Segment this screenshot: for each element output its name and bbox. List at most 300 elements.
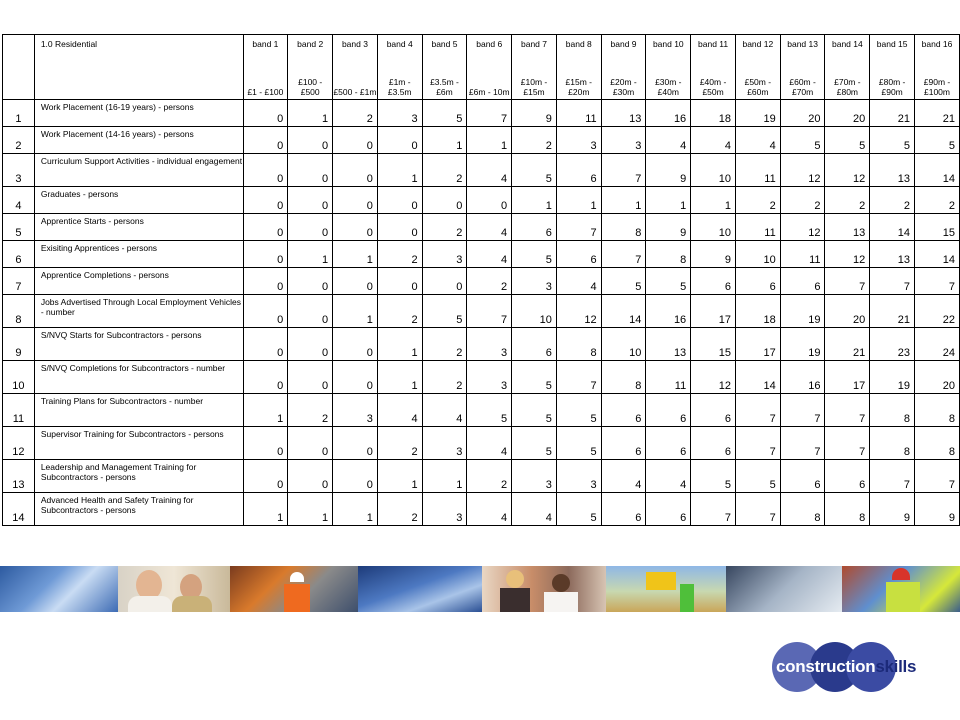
row-number: 3 bbox=[3, 154, 35, 187]
value-cell: 1 bbox=[422, 127, 467, 154]
value-cell: 5 bbox=[422, 100, 467, 127]
value-cell: 9 bbox=[646, 154, 691, 187]
band-header bbox=[691, 35, 736, 100]
value-cell: 2 bbox=[377, 493, 422, 526]
value-cell: 6 bbox=[780, 460, 825, 493]
value-cell: 1 bbox=[333, 295, 378, 328]
value-cell: 16 bbox=[646, 100, 691, 127]
row-number: 6 bbox=[3, 241, 35, 268]
band-header bbox=[512, 35, 557, 100]
value-cell: 5 bbox=[780, 127, 825, 154]
value-cell: 7 bbox=[870, 460, 915, 493]
value-cell: 1 bbox=[377, 460, 422, 493]
band-header bbox=[870, 35, 915, 100]
row-label: Curriculum Support Activities - individual engagement bbox=[34, 154, 243, 187]
value-cell: 6 bbox=[825, 460, 870, 493]
value-cell: 8 bbox=[780, 493, 825, 526]
value-cell: 13 bbox=[601, 100, 646, 127]
value-cell: 6 bbox=[691, 268, 736, 295]
table-header bbox=[3, 35, 960, 100]
table-row bbox=[3, 241, 960, 268]
value-cell: 18 bbox=[691, 100, 736, 127]
value-cell: 7 bbox=[915, 460, 960, 493]
value-cell: 1 bbox=[377, 154, 422, 187]
band-name: band 15 bbox=[876, 39, 908, 49]
value-cell: 1 bbox=[243, 394, 288, 427]
corner-cell bbox=[3, 35, 35, 100]
value-cell: 0 bbox=[243, 295, 288, 328]
value-cell: 8 bbox=[915, 394, 960, 427]
logo-wordmark bbox=[776, 657, 916, 677]
value-cell: 1 bbox=[333, 241, 378, 268]
value-cell: 5 bbox=[691, 460, 736, 493]
value-cell: 2 bbox=[467, 268, 512, 295]
glass-building-photo bbox=[0, 566, 118, 612]
value-cell: 1 bbox=[288, 493, 333, 526]
value-cell: 3 bbox=[601, 127, 646, 154]
value-cell: 12 bbox=[556, 295, 601, 328]
value-cell: 8 bbox=[870, 427, 915, 460]
value-cell: 7 bbox=[870, 268, 915, 295]
value-cell: 20 bbox=[915, 361, 960, 394]
value-cell: 15 bbox=[691, 328, 736, 361]
band-range: £20m - £30m bbox=[610, 77, 637, 97]
value-cell: 6 bbox=[780, 268, 825, 295]
band-range: £1m - £3.5m bbox=[387, 77, 412, 97]
band-range: £90m - £100m bbox=[923, 77, 951, 97]
value-cell: 0 bbox=[288, 127, 333, 154]
value-cell: 14 bbox=[735, 361, 780, 394]
value-cell: 5 bbox=[735, 460, 780, 493]
value-cell: 21 bbox=[915, 100, 960, 127]
band-range: £100 - £500 bbox=[298, 77, 323, 97]
value-cell: 24 bbox=[915, 328, 960, 361]
value-cell: 19 bbox=[735, 100, 780, 127]
value-cell: 6 bbox=[691, 427, 736, 460]
value-cell: 0 bbox=[333, 214, 378, 241]
value-cell: 5 bbox=[601, 268, 646, 295]
value-cell: 7 bbox=[691, 493, 736, 526]
value-cell: 4 bbox=[556, 268, 601, 295]
value-cell: 6 bbox=[512, 214, 557, 241]
value-cell: 0 bbox=[243, 328, 288, 361]
value-cell: 11 bbox=[556, 100, 601, 127]
band-range: £50m - £60m bbox=[744, 77, 772, 97]
row-label: Apprentice Completions - persons bbox=[34, 268, 243, 295]
band-name: band 5 bbox=[431, 39, 458, 49]
value-cell: 1 bbox=[691, 187, 736, 214]
value-cell: 3 bbox=[512, 268, 557, 295]
value-cell: 11 bbox=[735, 154, 780, 187]
value-cell: 0 bbox=[288, 427, 333, 460]
value-cell: 13 bbox=[646, 328, 691, 361]
logo-word-skills: skills bbox=[875, 657, 917, 676]
logo-word-construction: construction bbox=[776, 657, 876, 676]
row-label: Leadership and Management Training for Subcontractors - persons bbox=[34, 460, 243, 493]
band-name: band 10 bbox=[652, 39, 684, 49]
value-cell: 1 bbox=[243, 493, 288, 526]
value-cell: 8 bbox=[601, 361, 646, 394]
value-cell: 0 bbox=[333, 154, 378, 187]
table-row bbox=[3, 460, 960, 493]
value-cell: 2 bbox=[780, 187, 825, 214]
row-label: Work Placement (14-16 years) - persons bbox=[34, 127, 243, 154]
band-name: band 8 bbox=[565, 39, 592, 49]
value-cell: 14 bbox=[915, 154, 960, 187]
value-cell: 0 bbox=[377, 187, 422, 214]
row-number: 1 bbox=[3, 100, 35, 127]
value-cell: 1 bbox=[333, 493, 378, 526]
value-cell: 19 bbox=[780, 295, 825, 328]
value-cell: 0 bbox=[333, 460, 378, 493]
value-cell: 10 bbox=[691, 214, 736, 241]
value-cell: 14 bbox=[915, 241, 960, 268]
row-number: 4 bbox=[3, 187, 35, 214]
value-cell: 8 bbox=[825, 493, 870, 526]
atrium-photo bbox=[358, 566, 482, 612]
value-cell: 2 bbox=[915, 187, 960, 214]
band-name: band 1 bbox=[252, 39, 279, 49]
row-label: S/NVQ Completions for Subcontractors - number bbox=[34, 361, 243, 394]
constructionskills-logo bbox=[772, 642, 942, 692]
row-number: 12 bbox=[3, 427, 35, 460]
value-cell: 1 bbox=[556, 187, 601, 214]
value-cell: 18 bbox=[735, 295, 780, 328]
table-row bbox=[3, 127, 960, 154]
value-cell: 2 bbox=[377, 295, 422, 328]
staircase-photo bbox=[726, 566, 842, 612]
value-cell: 6 bbox=[646, 493, 691, 526]
value-cell: 0 bbox=[243, 241, 288, 268]
table-title: 1.0 Residential bbox=[34, 35, 243, 100]
row-label: Training Plans for Subcontractors - number bbox=[34, 394, 243, 427]
value-cell: 17 bbox=[735, 328, 780, 361]
table-row bbox=[3, 187, 960, 214]
value-cell: 2 bbox=[377, 427, 422, 460]
value-cell: 10 bbox=[735, 241, 780, 268]
row-label: Graduates - persons bbox=[34, 187, 243, 214]
table-row bbox=[3, 295, 960, 328]
row-label: Advanced Health and Safety Training for Subcontractors - persons bbox=[34, 493, 243, 526]
value-cell: 0 bbox=[422, 187, 467, 214]
row-label: Work Placement (16-19 years) - persons bbox=[34, 100, 243, 127]
row-label: Apprentice Starts - persons bbox=[34, 214, 243, 241]
value-cell: 16 bbox=[780, 361, 825, 394]
value-cell: 5 bbox=[915, 127, 960, 154]
value-cell: 3 bbox=[556, 460, 601, 493]
row-label: Jobs Advertised Through Local Employment Vehicles - number bbox=[34, 295, 243, 328]
row-number: 14 bbox=[3, 493, 35, 526]
value-cell: 0 bbox=[243, 460, 288, 493]
value-cell: 13 bbox=[870, 241, 915, 268]
value-cell: 4 bbox=[601, 460, 646, 493]
value-cell: 20 bbox=[825, 100, 870, 127]
value-cell: 3 bbox=[467, 361, 512, 394]
value-cell: 5 bbox=[825, 127, 870, 154]
site-worker-photo bbox=[230, 566, 358, 612]
value-cell: 7 bbox=[735, 493, 780, 526]
value-cell: 0 bbox=[243, 154, 288, 187]
value-cell: 4 bbox=[646, 127, 691, 154]
value-cell: 7 bbox=[467, 295, 512, 328]
value-cell: 7 bbox=[556, 361, 601, 394]
value-cell: 11 bbox=[735, 214, 780, 241]
value-cell: 5 bbox=[556, 394, 601, 427]
band-header bbox=[825, 35, 870, 100]
value-cell: 5 bbox=[512, 361, 557, 394]
value-cell: 12 bbox=[825, 154, 870, 187]
value-cell: 0 bbox=[288, 361, 333, 394]
value-cell: 17 bbox=[825, 361, 870, 394]
value-cell: 2 bbox=[333, 100, 378, 127]
value-cell: 9 bbox=[915, 493, 960, 526]
value-cell: 4 bbox=[646, 460, 691, 493]
row-number: 7 bbox=[3, 268, 35, 295]
value-cell: 21 bbox=[870, 100, 915, 127]
band-header bbox=[288, 35, 333, 100]
digger-site-photo bbox=[606, 566, 726, 612]
value-cell: 4 bbox=[467, 154, 512, 187]
band-range: £500 - £1m bbox=[333, 87, 377, 97]
value-cell: 19 bbox=[780, 328, 825, 361]
table-body bbox=[3, 100, 960, 526]
value-cell: 0 bbox=[243, 268, 288, 295]
value-cell: 8 bbox=[915, 427, 960, 460]
band-range: £60m - £70m bbox=[789, 77, 816, 97]
value-cell: 0 bbox=[288, 214, 333, 241]
value-cell: 4 bbox=[467, 493, 512, 526]
value-cell: 0 bbox=[333, 127, 378, 154]
value-cell: 7 bbox=[601, 241, 646, 268]
table-row bbox=[3, 268, 960, 295]
value-cell: 0 bbox=[377, 268, 422, 295]
value-cell: 0 bbox=[288, 460, 333, 493]
row-number: 9 bbox=[3, 328, 35, 361]
row-number: 2 bbox=[3, 127, 35, 154]
value-cell: 20 bbox=[825, 295, 870, 328]
row-number: 13 bbox=[3, 460, 35, 493]
value-cell: 17 bbox=[691, 295, 736, 328]
value-cell: 2 bbox=[467, 460, 512, 493]
value-cell: 5 bbox=[556, 493, 601, 526]
value-cell: 1 bbox=[288, 100, 333, 127]
value-cell: 3 bbox=[377, 100, 422, 127]
table-row bbox=[3, 214, 960, 241]
value-cell: 13 bbox=[825, 214, 870, 241]
data-table bbox=[2, 34, 960, 526]
value-cell: 5 bbox=[512, 241, 557, 268]
band-range: £40m - £50m bbox=[699, 77, 727, 97]
band-range: £80m - £90m bbox=[878, 77, 906, 97]
value-cell: 3 bbox=[422, 241, 467, 268]
value-cell: 9 bbox=[870, 493, 915, 526]
value-cell: 20 bbox=[780, 100, 825, 127]
value-cell: 0 bbox=[288, 154, 333, 187]
band-header bbox=[422, 35, 467, 100]
value-cell: 16 bbox=[646, 295, 691, 328]
value-cell: 2 bbox=[735, 187, 780, 214]
value-cell: 1 bbox=[467, 127, 512, 154]
value-cell: 22 bbox=[915, 295, 960, 328]
value-cell: 5 bbox=[556, 427, 601, 460]
band-range: £70m - £80m bbox=[834, 77, 861, 97]
row-number: 5 bbox=[3, 214, 35, 241]
value-cell: 0 bbox=[377, 127, 422, 154]
value-cell: 4 bbox=[467, 241, 512, 268]
value-cell: 6 bbox=[556, 241, 601, 268]
value-cell: 3 bbox=[467, 328, 512, 361]
row-label: Exisiting Apprentices - persons bbox=[34, 241, 243, 268]
band-name: band 6 bbox=[476, 39, 503, 49]
value-cell: 6 bbox=[646, 427, 691, 460]
value-cell: 11 bbox=[780, 241, 825, 268]
value-cell: 8 bbox=[870, 394, 915, 427]
table-row bbox=[3, 493, 960, 526]
band-name: band 3 bbox=[341, 39, 368, 49]
value-cell: 7 bbox=[825, 394, 870, 427]
band-header bbox=[915, 35, 960, 100]
row-number: 11 bbox=[3, 394, 35, 427]
row-label: S/NVQ Starts for Subcontractors - persons bbox=[34, 328, 243, 361]
band-range: £1 - £100 bbox=[247, 87, 284, 97]
value-cell: 13 bbox=[870, 154, 915, 187]
band-name: band 12 bbox=[742, 39, 774, 49]
value-cell: 7 bbox=[825, 427, 870, 460]
value-cell: 3 bbox=[422, 427, 467, 460]
value-cell: 8 bbox=[646, 241, 691, 268]
band-header bbox=[780, 35, 825, 100]
row-label: Supervisor Training for Subcontractors - persons bbox=[34, 427, 243, 460]
value-cell: 1 bbox=[422, 460, 467, 493]
band-header bbox=[735, 35, 780, 100]
value-cell: 7 bbox=[780, 394, 825, 427]
value-cell: 2 bbox=[422, 328, 467, 361]
value-cell: 1 bbox=[288, 241, 333, 268]
value-cell: 2 bbox=[422, 154, 467, 187]
value-cell: 21 bbox=[825, 328, 870, 361]
value-cell: 4 bbox=[467, 214, 512, 241]
band-header bbox=[601, 35, 646, 100]
band-range: £15m - £20m bbox=[565, 77, 592, 97]
roofer-photo bbox=[842, 566, 960, 612]
value-cell: 6 bbox=[601, 493, 646, 526]
value-cell: 6 bbox=[735, 268, 780, 295]
value-cell: 3 bbox=[422, 493, 467, 526]
band-range: £3.5m - £6m bbox=[430, 77, 459, 97]
value-cell: 10 bbox=[601, 328, 646, 361]
value-cell: 2 bbox=[377, 241, 422, 268]
value-cell: 2 bbox=[422, 361, 467, 394]
band-name: band 11 bbox=[698, 39, 729, 49]
value-cell: 0 bbox=[333, 361, 378, 394]
value-cell: 4 bbox=[467, 427, 512, 460]
value-cell: 4 bbox=[735, 127, 780, 154]
band-header bbox=[243, 35, 288, 100]
value-cell: 7 bbox=[735, 394, 780, 427]
band-header bbox=[467, 35, 512, 100]
value-cell: 10 bbox=[512, 295, 557, 328]
band-header bbox=[377, 35, 422, 100]
value-cell: 0 bbox=[288, 328, 333, 361]
value-cell: 12 bbox=[691, 361, 736, 394]
people-photo bbox=[118, 566, 230, 612]
value-cell: 12 bbox=[780, 154, 825, 187]
band-name: band 14 bbox=[832, 39, 863, 49]
value-cell: 14 bbox=[601, 295, 646, 328]
value-cell: 9 bbox=[646, 214, 691, 241]
value-cell: 7 bbox=[915, 268, 960, 295]
value-cell: 1 bbox=[646, 187, 691, 214]
value-cell: 19 bbox=[870, 361, 915, 394]
band-name: band 16 bbox=[921, 39, 953, 49]
table-row bbox=[3, 328, 960, 361]
value-cell: 6 bbox=[512, 328, 557, 361]
value-cell: 12 bbox=[825, 241, 870, 268]
value-cell: 5 bbox=[646, 268, 691, 295]
value-cell: 14 bbox=[870, 214, 915, 241]
value-cell: 9 bbox=[512, 100, 557, 127]
table-row bbox=[3, 100, 960, 127]
band-name: band 2 bbox=[297, 39, 324, 49]
value-cell: 1 bbox=[601, 187, 646, 214]
value-cell: 3 bbox=[333, 394, 378, 427]
table-row bbox=[3, 361, 960, 394]
row-number: 8 bbox=[3, 295, 35, 328]
value-cell: 5 bbox=[512, 394, 557, 427]
value-cell: 6 bbox=[691, 394, 736, 427]
value-cell: 0 bbox=[243, 214, 288, 241]
value-cell: 0 bbox=[333, 427, 378, 460]
value-cell: 5 bbox=[512, 154, 557, 187]
band-name: band 7 bbox=[521, 39, 547, 49]
value-cell: 0 bbox=[243, 361, 288, 394]
value-cell: 0 bbox=[243, 100, 288, 127]
band-header bbox=[333, 35, 378, 100]
value-cell: 12 bbox=[780, 214, 825, 241]
value-cell: 7 bbox=[735, 427, 780, 460]
value-cell: 2 bbox=[422, 214, 467, 241]
value-cell: 1 bbox=[512, 187, 557, 214]
band-name: band 13 bbox=[787, 39, 818, 49]
band-name: band 4 bbox=[386, 39, 413, 49]
value-cell: 7 bbox=[556, 214, 601, 241]
value-cell: 2 bbox=[288, 394, 333, 427]
band-header bbox=[556, 35, 601, 100]
value-cell: 0 bbox=[243, 187, 288, 214]
value-cell: 4 bbox=[422, 394, 467, 427]
value-cell: 8 bbox=[556, 328, 601, 361]
value-cell: 0 bbox=[243, 427, 288, 460]
value-cell: 21 bbox=[870, 295, 915, 328]
value-cell: 7 bbox=[467, 100, 512, 127]
value-cell: 7 bbox=[825, 268, 870, 295]
value-cell: 0 bbox=[377, 214, 422, 241]
photo-banner bbox=[0, 566, 960, 612]
band-name: band 9 bbox=[610, 39, 637, 49]
value-cell: 3 bbox=[556, 127, 601, 154]
band-range: £10m - £15m bbox=[520, 77, 548, 97]
value-cell: 23 bbox=[870, 328, 915, 361]
table-row bbox=[3, 154, 960, 187]
value-cell: 1 bbox=[377, 328, 422, 361]
value-cell: 5 bbox=[512, 427, 557, 460]
value-cell: 6 bbox=[601, 427, 646, 460]
value-cell: 11 bbox=[646, 361, 691, 394]
table-row bbox=[3, 427, 960, 460]
office-people-photo bbox=[482, 566, 606, 612]
value-cell: 7 bbox=[780, 427, 825, 460]
value-cell: 5 bbox=[870, 127, 915, 154]
